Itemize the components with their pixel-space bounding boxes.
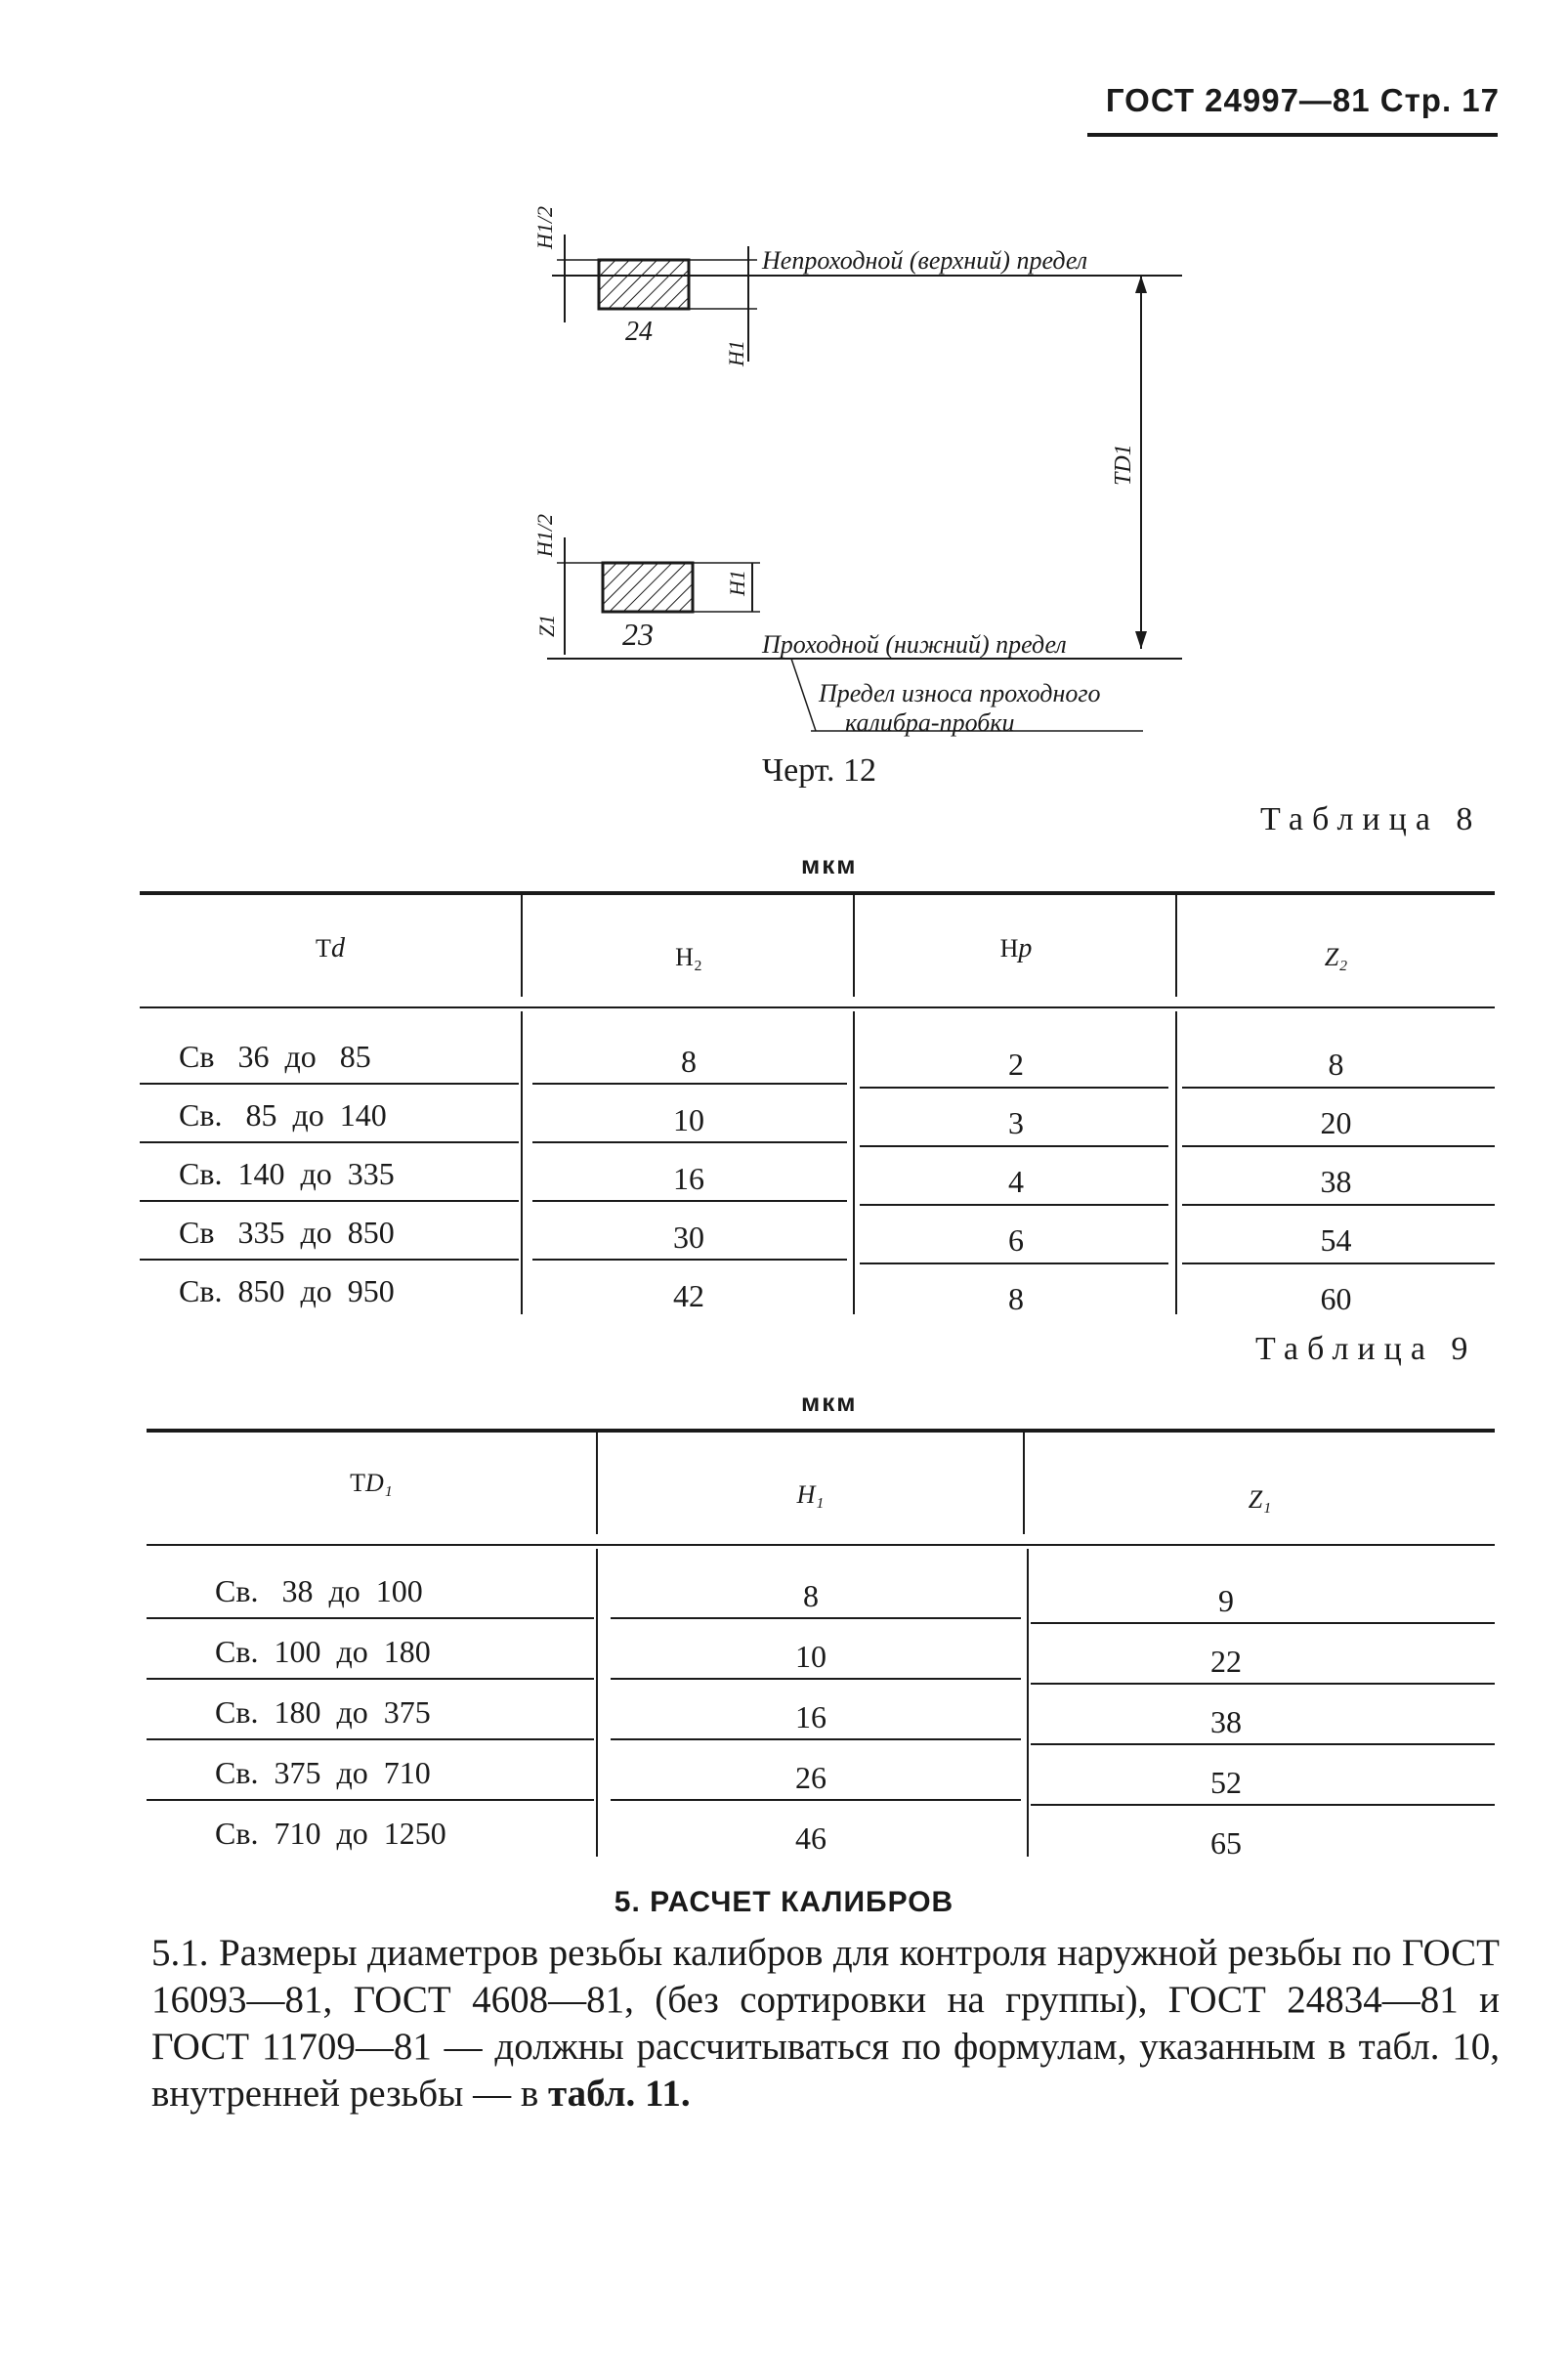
table9-unit: мкм <box>801 1388 858 1417</box>
table9-row-h1: 16 <box>795 1699 826 1734</box>
dim-td1: TD1 <box>1111 444 1136 486</box>
table8-unit: мкм <box>801 850 858 879</box>
tolerance-drawing <box>528 195 1211 752</box>
table9-header-z1: Z₁ <box>1248 1485 1272 1514</box>
table9-row-h1: 46 <box>795 1820 826 1856</box>
table8-row-h2: 10 <box>673 1102 704 1137</box>
table8-row-range: Св. 85 до 140 <box>179 1097 387 1133</box>
table8-row-h2: 16 <box>673 1161 704 1196</box>
table8-row-z2: 38 <box>1320 1164 1352 1199</box>
header-rule <box>1087 133 1498 137</box>
label-bottom-limit: Проходной (нижний) предел <box>762 630 1067 659</box>
table9-row-z1: 22 <box>1210 1644 1242 1679</box>
table9-row-h1: 10 <box>795 1639 826 1674</box>
table8-row-range: Св. 140 до 335 <box>179 1156 395 1191</box>
table9-row-range: Св. 180 до 375 <box>215 1694 431 1730</box>
table9-row-z1: 9 <box>1218 1583 1234 1618</box>
table9-row-range: Св. 375 до 710 <box>215 1755 431 1790</box>
paragraph-bold-ref: табл. 11. <box>547 2073 691 2115</box>
table8-row-z2: 60 <box>1320 1281 1352 1316</box>
table9-top-rule <box>147 1429 1495 1433</box>
page-header: ГОСТ 24997—81 Стр. 17 <box>1105 82 1500 118</box>
dim-h1-half-bottom: H1/2 <box>532 514 557 557</box>
table8-row-range: Св 335 до 850 <box>179 1215 395 1250</box>
table8-row-z2: 8 <box>1328 1047 1344 1082</box>
dim-h1-top: H1 <box>724 340 748 366</box>
dim-h1-bottom: H1 <box>725 570 749 596</box>
figure-caption: Черт. 12 <box>762 752 877 789</box>
table9-header-h1: H₁ <box>796 1480 825 1509</box>
table8-row-z2: 54 <box>1320 1222 1352 1258</box>
table8-top-rule <box>140 891 1495 895</box>
table8-row-hp: 4 <box>1008 1164 1024 1199</box>
label-top-limit: Непроходной (верхний) предел <box>762 246 1088 275</box>
gauge-box-top <box>599 260 689 309</box>
table8-row-range: Св. 850 до 950 <box>179 1273 395 1308</box>
table9-row-h1: 8 <box>803 1578 819 1613</box>
table8-header-rule <box>140 1006 1495 1008</box>
table8-header-td: Td <box>316 933 345 963</box>
table9-row-h1: 26 <box>795 1760 826 1795</box>
dim-z1: Z1 <box>534 614 559 637</box>
table8-title: Таблица 8 <box>1260 801 1482 837</box>
label-wear-2: калибра-пробки <box>845 708 1015 737</box>
gauge-box-bottom <box>603 563 693 612</box>
box-top-label: 24 <box>625 317 653 347</box>
table9-header-td1: TD₁ <box>350 1469 393 1497</box>
section-title: 5. РАСЧЕТ КАЛИБРОВ <box>614 1886 954 1918</box>
table9-header-rule <box>147 1544 1495 1546</box>
table8-header-h2: H₂ <box>675 943 702 971</box>
table8-header-hp: Hp <box>999 933 1033 963</box>
table9-row-z1: 65 <box>1210 1825 1242 1861</box>
table9-row-range: Св. 100 до 180 <box>215 1634 431 1669</box>
table9-row-z1: 52 <box>1210 1765 1242 1800</box>
table8-row-h2: 42 <box>673 1278 704 1313</box>
table9-row-range: Св. 38 до 100 <box>215 1573 423 1608</box>
table8-row-h2: 30 <box>673 1220 704 1255</box>
table8-row-hp: 3 <box>1008 1105 1024 1140</box>
box-bottom-label: 23 <box>622 617 654 652</box>
paragraph-text: 5.1. Размеры диаметров резьбы калибров для контроля наружной резьбы по ГОСТ 16093—81, ГОСТ 4608—81, (без сортировки на группы), ГОСТ 24834—81 и ГОСТ 11709—81 — должны рассчитываться по формулам, указанным в табл. 10, внутренней резьбы — в <box>151 1932 1500 2115</box>
table8-row-range: Св 36 до 85 <box>179 1039 371 1074</box>
table8-row-hp: 6 <box>1008 1222 1024 1258</box>
dim-h1-half-top: H1/2 <box>532 206 557 249</box>
table8-row-hp: 8 <box>1008 1281 1024 1316</box>
table9-row-range: Св. 710 до 1250 <box>215 1816 446 1851</box>
table8-row-h2: 8 <box>681 1044 697 1079</box>
table8-row-hp: 2 <box>1008 1047 1024 1082</box>
table9-row-z1: 38 <box>1210 1704 1242 1739</box>
section-paragraph <box>151 1930 1500 2118</box>
table9-title: Таблица 9 <box>1255 1331 1477 1367</box>
label-wear-1: Предел износа проходного <box>819 679 1101 707</box>
table8-header-z2: Z₂ <box>1324 943 1348 971</box>
table8-row-z2: 20 <box>1320 1105 1352 1140</box>
